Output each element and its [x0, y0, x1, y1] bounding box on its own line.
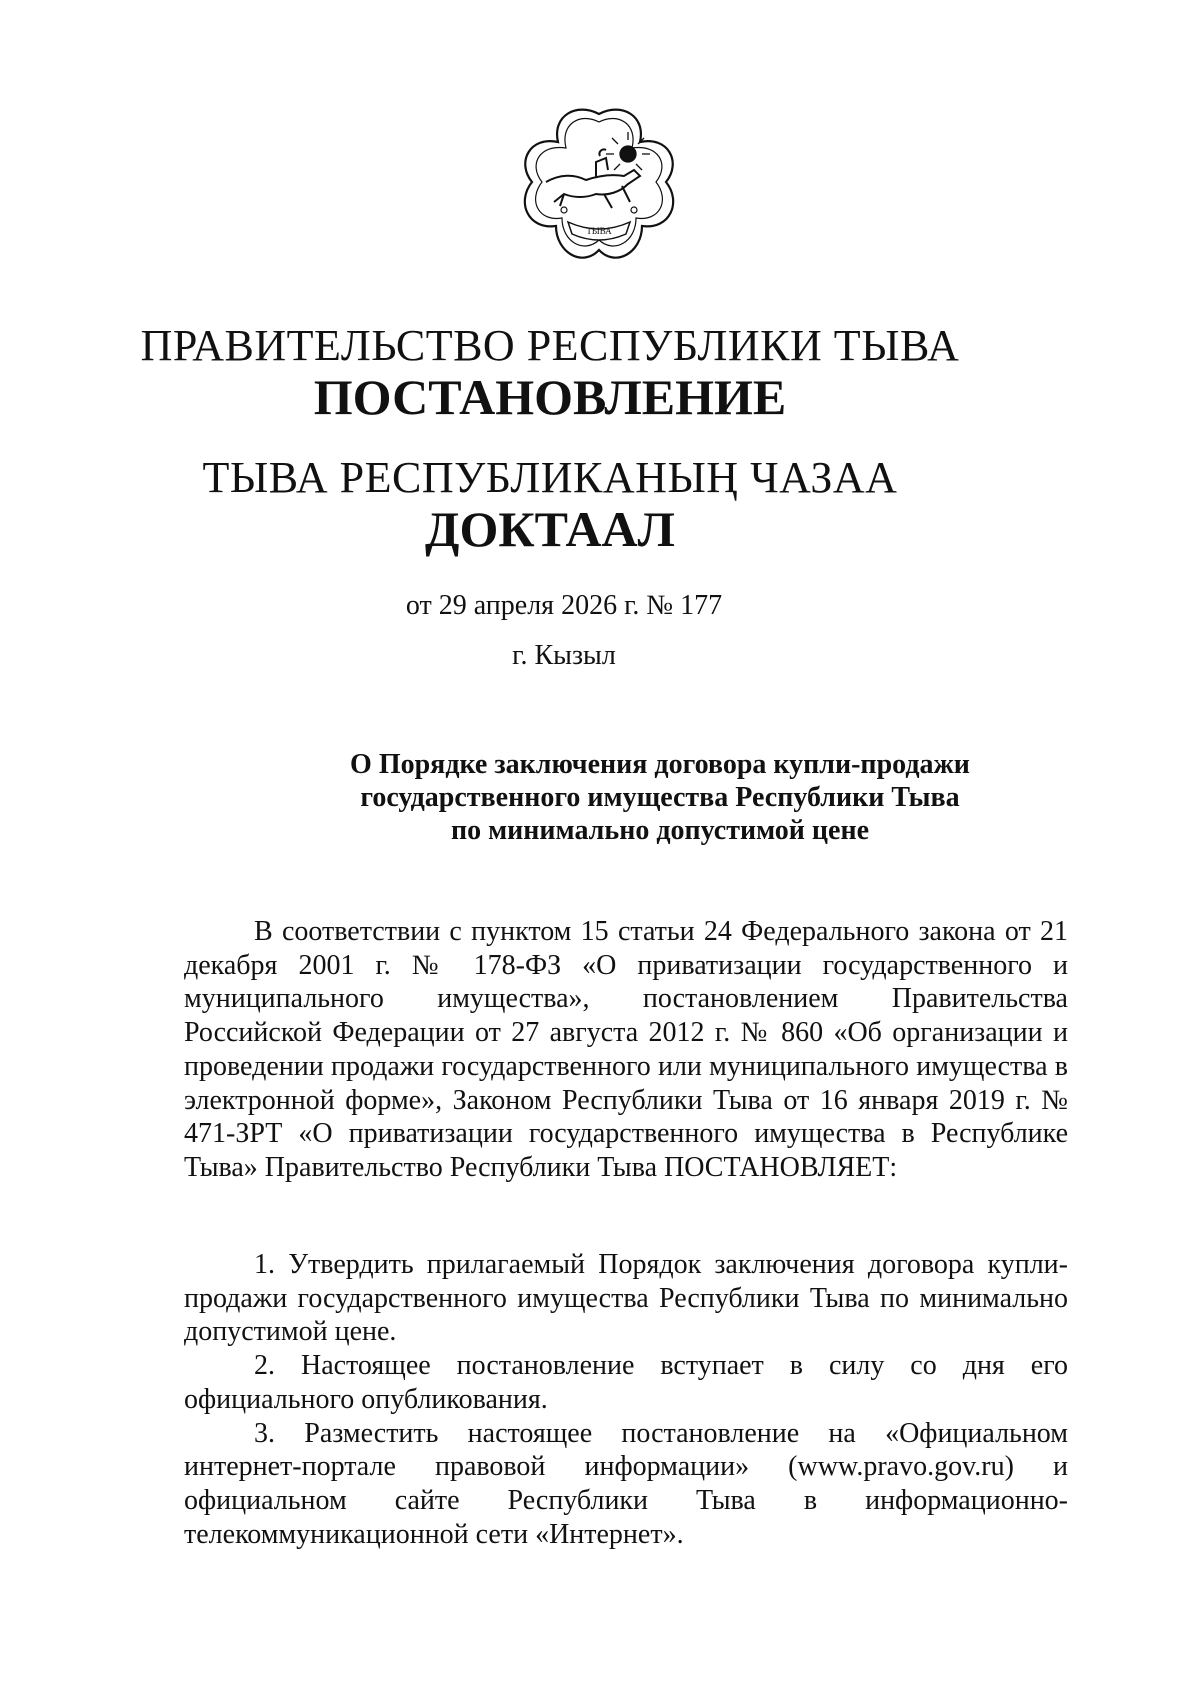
- preamble-paragraph: В соответствии с пунктом 15 статьи 24 Федерального закона от 21 декабря 2001 г. № 178-ФЗ «О приватизации государственного и муниципального имущества», постановлением Правительства Российской Федерации от 27 августа 2012 г. № 860 «Об организации и проведении продажи государственного или муниципального имущества в электронной форме», Законом Республики Тыва от 16 января 2019 г. № 471-ЗРТ «О приватизации государственного имущества в Республике Тыва» Правительство Республики Тыва ПОСТАНОВЛЯЕТ:: [184, 916, 1068, 1183]
- title-line: О Порядке заключения договора купли-продажи: [350, 749, 970, 780]
- resolution-points: [184, 1248, 1068, 1551]
- government-name-tyv: ТЫВА РЕСПУБЛИКАНЫҢ ЧАЗАА: [202, 453, 898, 502]
- document-type-tyv: ДОКТААЛ: [425, 501, 675, 557]
- svg-text:ТЫВА: ТЫВА: [586, 226, 612, 236]
- date-and-number: от 29 апреля 2026 г. № 177: [405, 590, 723, 621]
- document-title: [300, 748, 1020, 847]
- resolution-point-3: 3. Разместить настоящее постановление на «Официальном интернет-портале правовой информации» (www.pravo.gov.ru) и официальном сайте Республики Тыва в информационно-телекоммуникационной сети «Интернет».: [184, 1417, 1068, 1550]
- government-name-ru: ПРАВИТЕЛЬСТВО РЕСПУБЛИКИ ТЫВА: [140, 321, 960, 370]
- coat-of-arms-icon: [516, 104, 682, 270]
- city: г. Кызыл: [512, 640, 616, 671]
- document-type-ru: ПОСТАНОВЛЕНИЕ: [313, 369, 787, 425]
- title-line: по минимально допустимой цене: [450, 815, 870, 846]
- title-line: государственного имущества Республики Тыва: [360, 782, 960, 813]
- resolution-point-2: 2. Настоящее постановление вступает в силу со дня его официального опубликования.: [184, 1350, 1068, 1415]
- resolution-point-1: 1. Утвердить прилагаемый Порядок заключения договора купли-продажи государственного имущества Республики Тыва по минимально допустимой цене.: [184, 1249, 1068, 1348]
- preamble: [184, 915, 1068, 1185]
